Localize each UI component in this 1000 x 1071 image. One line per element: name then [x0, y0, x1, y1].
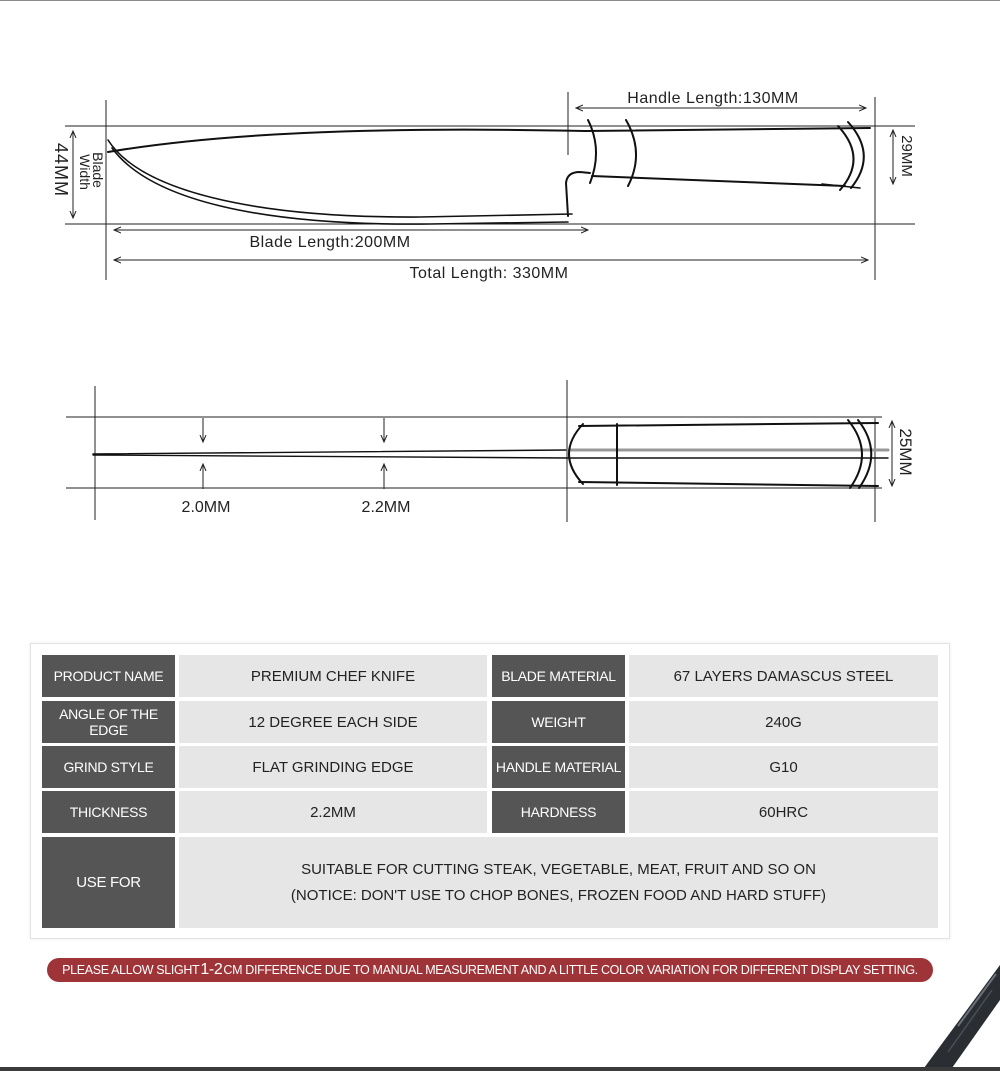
spec-label-use-for: USE FOR	[42, 837, 175, 928]
notice-prefix: PLEASE ALLOW SLIGHT	[62, 963, 200, 977]
handle-length-label: Handle Length:130MM	[627, 90, 799, 107]
spec-label-weight: WEIGHT	[492, 701, 625, 743]
measurement-notice-banner	[47, 958, 933, 982]
blade-width-caption-line2: Width	[77, 154, 93, 190]
use-for-line-1: SUITABLE FOR CUTTING STEAK, VEGETABLE, MEAT, FRUIT AND SO ON	[301, 860, 816, 878]
bottom-divider	[0, 1067, 1000, 1071]
spec-value-hardness: 60HRC	[629, 791, 938, 833]
spec-label-handle-material: HANDLE MATERIAL	[492, 746, 625, 788]
spec-value-use-for	[179, 837, 938, 928]
use-for-line-2: (NOTICE: DON'T USE TO CHOP BONES, FROZEN FOOD AND HARD STUFF)	[290, 886, 827, 904]
knife-handle-corner-image	[900, 960, 1000, 1071]
spec-label-thickness: THICKNESS	[42, 791, 175, 833]
spec-label-blade-material: BLADE MATERIAL	[492, 655, 625, 697]
side-view-knife-profile	[93, 420, 888, 488]
blade-width-caption	[77, 152, 106, 192]
spec-value-handle-material: G10	[629, 746, 938, 788]
spec-value-grind-style: FLAT GRINDING EDGE	[179, 746, 487, 788]
svg-text:Blade Width	[77, 152, 106, 192]
handle-thickness-label: 25MM	[896, 428, 915, 476]
top-view-knife-outline	[108, 120, 870, 224]
blade-width-caption-line1: Blade	[90, 152, 106, 188]
notice-suffix: CM DIFFERENCE DUE TO MANUAL MEASUREMENT AND A LITTLE COLOR VARIATION FOR DIFFERENT DISPLAY SETTING.	[223, 963, 918, 977]
spec-value-weight: 240G	[629, 701, 938, 743]
side-view-dimension-arrows	[203, 418, 892, 489]
spec-value-angle: 12 DEGREE EACH SIDE	[179, 701, 487, 743]
top-view-reference-lines	[65, 92, 915, 280]
thickness-spine-label: 2.2MM	[361, 499, 411, 516]
spec-value-blade-material: 67 LAYERS DAMASCUS STEEL	[629, 655, 938, 697]
notice-range: 1-2	[200, 961, 223, 978]
spec-table	[30, 643, 950, 939]
spec-label-angle: ANGLE OF THE EDGE	[42, 701, 175, 743]
handle-width-value: 29MM	[898, 135, 915, 177]
blade-length-label: Blade Length:200MM	[249, 234, 411, 251]
spec-value-product-name: PREMIUM CHEF KNIFE	[179, 655, 487, 697]
total-length-label: Total Length: 330MM	[409, 265, 569, 282]
spec-label-hardness: HARDNESS	[492, 791, 625, 833]
spec-label-grind-style: GRIND STYLE	[42, 746, 175, 788]
spec-value-thickness: 2.2MM	[179, 791, 487, 833]
thickness-tip-label: 2.0MM	[181, 499, 231, 516]
blade-width-value: 44MM	[51, 142, 71, 198]
spec-label-product-name: PRODUCT NAME	[42, 655, 175, 697]
